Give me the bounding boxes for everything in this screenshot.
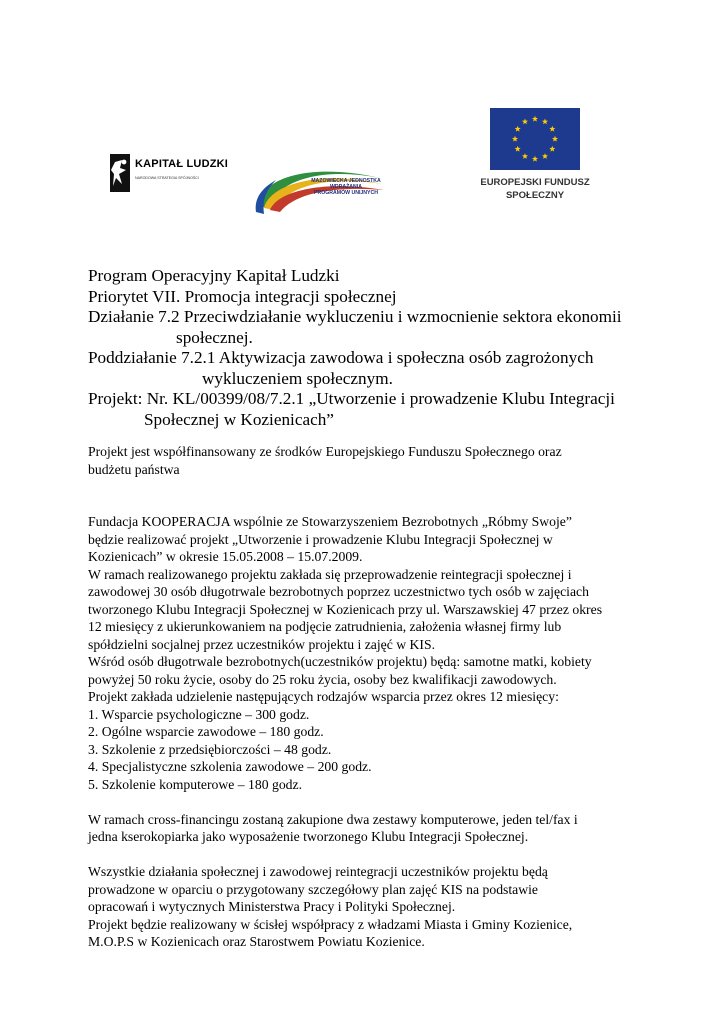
list-item: 2. Ogólne wsparcie zawodowe – 180 godz. — [88, 724, 324, 739]
priorytet-title: Priorytet VII. Promocja integracji społecznej — [88, 286, 397, 306]
mazowiecka-line-1: MAZOWIECKA JEDNOSTKA — [311, 178, 381, 184]
body-line: Wszystkie działania społecznej i zawodowej reintegracji uczestników projektu będą — [88, 864, 548, 879]
body-line: opracowań i wytycznych Ministerstwa Pracy i Polityki Społecznej. — [88, 899, 456, 914]
body-line: Projekt zakłada udzielenie następujących rodzajów wsparcia przez okres 12 miesięcy: — [88, 689, 559, 704]
body-line: 12 miesięcy z ukierunkowaniem na podjęcie zatrudnienia, założenia własnej firmy lub — [88, 619, 562, 634]
mazowiecka-logo — [250, 158, 388, 216]
body-line: M.O.P.S w Kozienicach oraz Starostwem Powiatu Kozienice. — [88, 934, 425, 949]
efs-logo — [480, 106, 590, 210]
body-line: Fundacja KOOPERACJA wspólnie ze Stowarzyszeniem Bezrobotnych „Róbmy Swoje” — [88, 514, 572, 529]
mazowiecka-line-3: PROGRAMÓW UNIJNYCH — [314, 190, 378, 196]
kapital-ludzki-mark-icon — [108, 152, 132, 196]
list-item: 4. Specjalistyczne szkolenia zawodowe – 200 godz. — [88, 759, 372, 774]
body-line: tworzonego Klubu Integracji Społecznej w Kozienicach przy ul. Warszawskiej 47 przez okres — [88, 601, 603, 617]
dzialanie-title: Działanie 7.2 Przeciwdziałanie wykluczeniu i wzmocnienie sektora ekonomii — [88, 307, 622, 326]
list-item: 5. Szkolenie komputerowe – 180 godz. — [88, 776, 303, 792]
body-line: W ramach realizowanego projektu zakłada się przeprowadzenie reintegracji społecznej i — [88, 566, 572, 582]
projekt-title-cont: Społecznej w Kozienicach” — [144, 409, 334, 429]
document-body — [88, 443, 648, 951]
body-line: prowadzone w oparciu o przygotowany szczegółowy plan zajęć KIS na podstawie — [88, 881, 539, 897]
body-line: powyżej 50 roku życie, osoby do 25 roku życia, osoby bez kwalifikacji zawodowych. — [88, 671, 557, 687]
body-line: Kozienicach” w okresie 15.05.2008 – 15.07.2009. — [88, 549, 363, 564]
cofinancing-line: Projekt jest współfinansowany ze środków Europejskiego Funduszu Społecznego oraz — [88, 444, 562, 459]
body-line: W ramach cross-financingu zostaną zakupione dwa zestawy komputerowe, jeden tel/fax i — [88, 811, 578, 827]
mazowiecka-line-2: WDRAŻANIA — [330, 184, 362, 190]
body-line: zawodowej 30 osób długotrwale bezrobotnych poprzez uczestnictwo tych osób w zajęciach — [88, 584, 589, 599]
body-line: jedna kserokopiarka jako wyposażenie tworzonego Klubu Integracji Społecznej. — [88, 829, 529, 844]
kapital-ludzki-title: KAPITAŁ LUDZKI — [135, 158, 229, 170]
poddzialanie-title-cont: wykluczeniem społecznym. — [202, 368, 393, 388]
program-heading — [88, 266, 688, 430]
list-item: 3. Szkolenie z przedsiębiorczości – 48 godz. — [88, 741, 332, 757]
body-line: Wśród osób długotrwale bezrobotnych(uczestników projektu) będą: samotne matki, kobiety — [88, 654, 592, 669]
dzialanie-title-cont: społecznej. — [176, 327, 253, 347]
body-line: Projekt będzie realizowany w ścisłej współpracy z władzami Miasta i Gminy Kozienice, — [88, 916, 573, 932]
body-line: będzie realizować projekt „Utworzenie i prowadzenie Klubu Integracji Społecznej w — [88, 531, 553, 547]
efs-line-1: EUROPEJSKI FUNDUSZ — [480, 177, 590, 188]
eu-flag-icon — [490, 108, 580, 170]
kapital-ludzki-logo — [108, 152, 248, 198]
efs-line-2: SPOŁECZNY — [505, 190, 565, 201]
program-title: Program Operacyjny Kapitał Ludzki — [88, 266, 340, 285]
list-item: 1. Wsparcie psychologiczne – 300 godz. — [88, 706, 310, 722]
body-line: spółdzielni socjalnej przez uczestników projektu i zajęć w KIS. — [88, 636, 436, 652]
poddzialanie-title: Poddziałanie 7.2.1 Aktywizacja zawodowa i społeczna osób zagrożonych — [88, 348, 594, 367]
cofinancing-line: budżetu państwa — [88, 461, 180, 477]
projekt-title: Projekt: Nr. KL/00399/08/7.2.1 „Utworzenie i prowadzenie Klubu Integracji — [88, 389, 615, 408]
kapital-ludzki-subtitle: NARODOWA STRATEGIA SPÓJNOŚCI — [135, 176, 199, 180]
